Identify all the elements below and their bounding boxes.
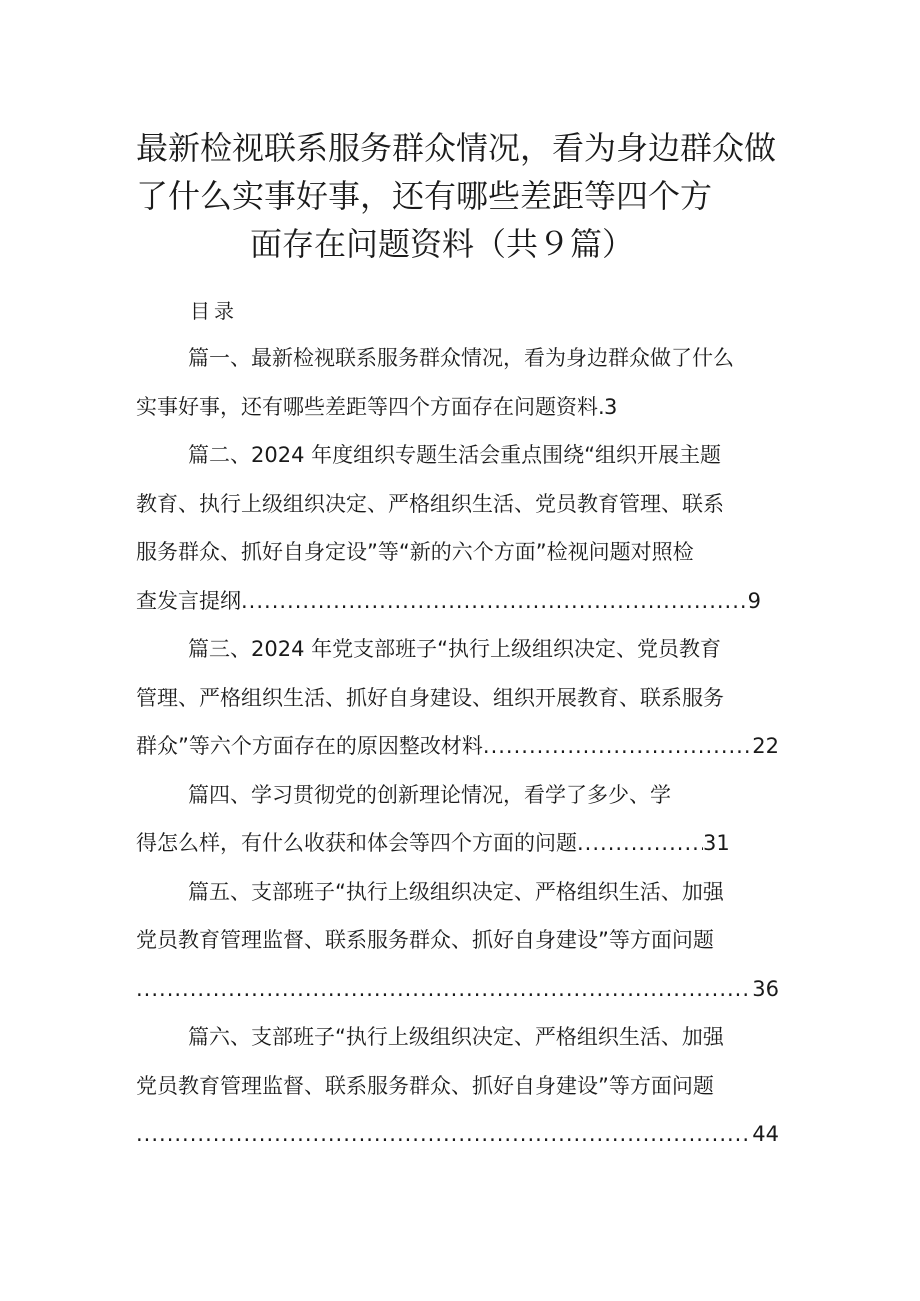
toc-entry-text: 篇四、学习贯彻党的创新理论情况，看学了多少、学 — [188, 782, 671, 807]
toc-entry-6[interactable] — [136, 1013, 788, 1159]
toc-entry-leader-line — [136, 1110, 779, 1159]
toc-entry-1[interactable] — [136, 334, 788, 431]
toc-entry-leader-line — [136, 965, 779, 1014]
toc-entry-text: 实事好事，还有哪些差距等四个方面存在问题资料 — [136, 394, 598, 419]
toc-entry-text: 服务群众、抓好自身定设”等“新的六个方面”检视问题对照检 — [136, 540, 694, 564]
toc-entry-leader-line — [136, 383, 788, 432]
toc-page-number: 44 — [752, 1122, 779, 1146]
table-of-contents — [136, 334, 788, 1159]
toc-entry-text: 管理、严格组织生活、抓好自身建设、组织开展教育、联系服务 — [136, 685, 724, 710]
toc-entry-5[interactable] — [136, 868, 788, 1014]
toc-entry-leader-line — [136, 819, 788, 868]
toc-entry-leader-line — [136, 577, 761, 626]
toc-entry-2[interactable] — [136, 431, 788, 625]
toc-entry-text: 篇二、2024 年度组织专题生活会重点围绕“组织开展主题 — [188, 443, 721, 467]
toc-entry-leader-line — [136, 722, 779, 771]
toc-entry-text: 教育、执行上级组织决定、严格组织生活、党员教育管理、联系 — [136, 491, 724, 516]
toc-heading: 目录 — [190, 299, 238, 323]
toc-page-number: 22 — [752, 734, 779, 758]
toc-entry-text: 群众”等六个方面存在的原因整改材料 — [136, 734, 483, 758]
toc-entry-text: 得怎么样，有什么收获和体会等四个方面的问题 — [136, 831, 577, 855]
toc-page-number: 36 — [752, 976, 779, 1001]
dot-leader — [241, 577, 748, 626]
toc-page-number: 3 — [604, 394, 618, 419]
title-line-2: 了什么实事好事，还有哪些差距等四个方 — [136, 177, 713, 215]
toc-page-number: 9 — [747, 588, 761, 613]
toc-entry-text: 查发言提纲 — [136, 588, 241, 613]
toc-entry-text: 篇五、支部班子“执行上级组织决定、严格组织生活、加强 — [188, 879, 724, 904]
toc-entry-text: 党员教育管理监督、联系服务群众、抓好自身建设”等方面问题 — [136, 928, 714, 952]
dot-leader — [577, 819, 703, 868]
toc-entry-text: 党员教育管理监督、联系服务群众、抓好自身建设”等方面问题 — [136, 1073, 714, 1098]
document-title — [128, 124, 792, 268]
toc-entry-text: 篇六、支部班子“执行上级组织决定、严格组织生活、加强 — [188, 1025, 724, 1049]
toc-entry-text: 篇一、最新检视联系服务群众情况，看为身边群众做了什么 — [188, 346, 734, 370]
toc-entry-text: 篇三、2024 年党支部班子“执行上级组织决定、党员教育 — [188, 637, 721, 661]
dot-leader — [136, 965, 752, 1014]
dot-leader — [136, 1110, 752, 1159]
toc-entry-4[interactable] — [136, 771, 788, 868]
dot-leader — [483, 722, 752, 771]
title-line-3: 面存在问题资料（共９篇） — [249, 225, 634, 263]
toc-page-number: 31 — [703, 831, 730, 855]
toc-entry-3[interactable] — [136, 625, 788, 771]
title-line-1: 最新检视联系服务群众情况，看为身边群众做 — [136, 129, 777, 167]
